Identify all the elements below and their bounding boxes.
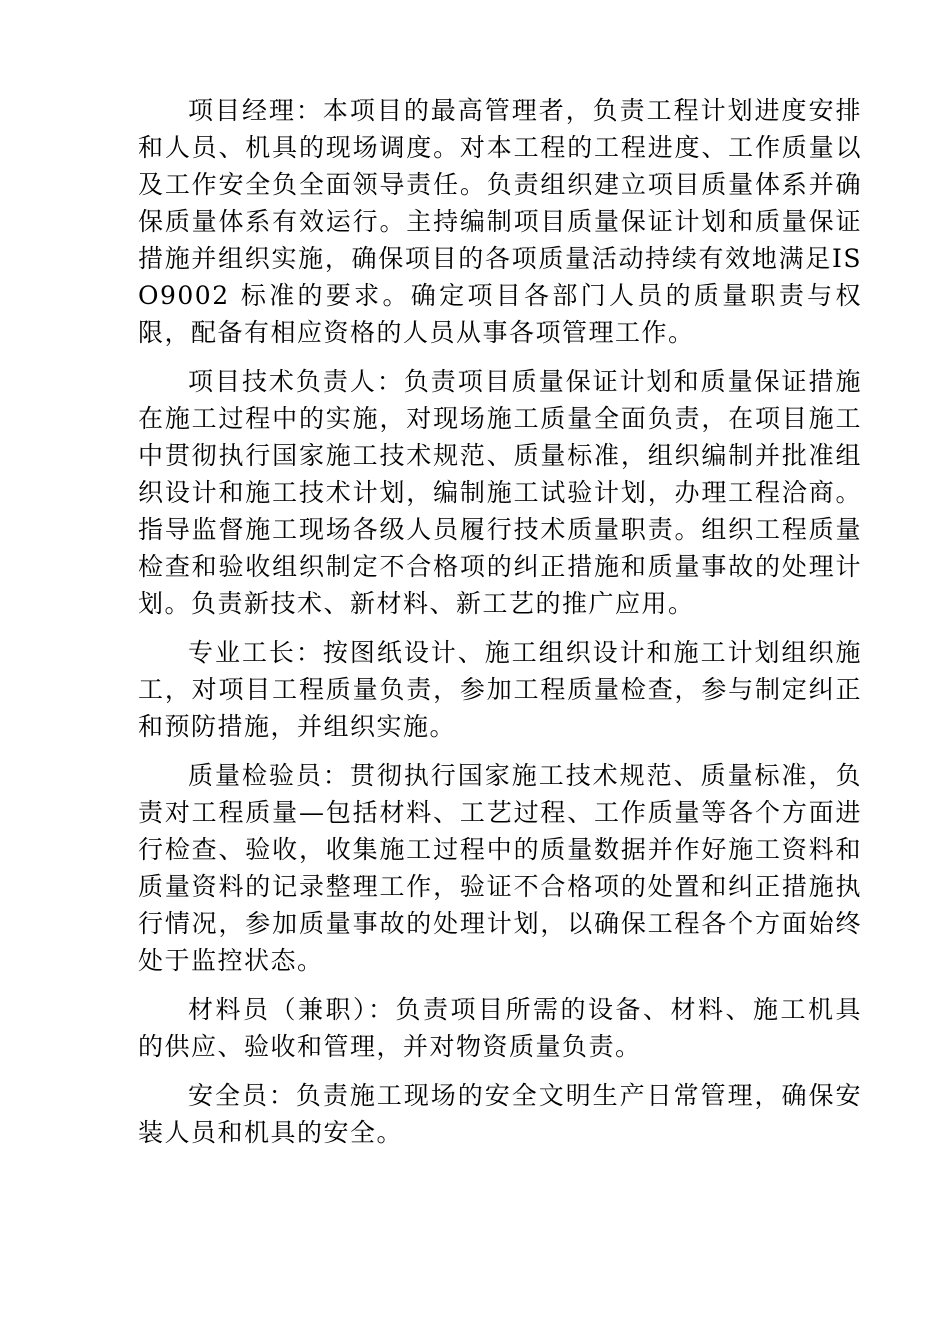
paragraph-technical-lead: 项目技术负责人：负责项目质量保证计划和质量保证措施在施工过程中的实施，对现场施工质量全面负责，在项目施工中贯彻执行国家施工技术规范、质量标准，组织编制并批准组织设计和施工技术计划，编制施工试验计划，办理工程洽商。指导监督施工现场各级人员履行技术质量职责。组织工程质量检查和验收组织制定不合格项的纠正措施和质量事故的处理计划。负责新技术、新材料、新工艺的推广应用。 <box>138 367 862 618</box>
paragraph-materials-officer: 材料员（兼职）：负责项目所需的设备、材料、施工机具的供应、验收和管理，并对物资质量负责。 <box>138 995 862 1061</box>
paragraph-foreman: 专业工长：按图纸设计、施工组织设计和施工计划组织施工，对项目工程质量负责，参加工程质量检查，参与制定纠正和预防措施，并组织实施。 <box>138 638 862 741</box>
paragraph-quality-inspector: 质量检验员：贯彻执行国家施工技术规范、质量标准，负责对工程质量—包括材料、工艺过程、工作质量等各个方面进行检查、验收，收集施工过程中的质量数据并作好施工资料和质量资料的记录整理工作，验证不合格项的处置和纠正措施执行情况，参加质量事故的处理计划，以确保工程各个方面始终处于监控状态。 <box>138 761 862 975</box>
document-body <box>138 92 862 1163</box>
paragraph-project-manager: 项目经理：本项目的最高管理者，负责工程计划进度安排和人员、机具的现场调度。对本工程的工程进度、工作质量以及工作安全负全面领导责任。负责组织建立项目质量体系并确保质量体系有效运行。主持编制项目质量保证计划和质量保证措施并组织实施，确保项目的各项质量活动持续有效地满足ISO9002 标准的要求。确定项目各部门人员的质量职责与权限，配备有相应资格的人员从事各项管理工作。 <box>138 96 862 347</box>
paragraph-safety-officer: 安全员：负责施工现场的安全文明生产日常管理，确保安装人员和机具的安全。 <box>138 1081 862 1147</box>
